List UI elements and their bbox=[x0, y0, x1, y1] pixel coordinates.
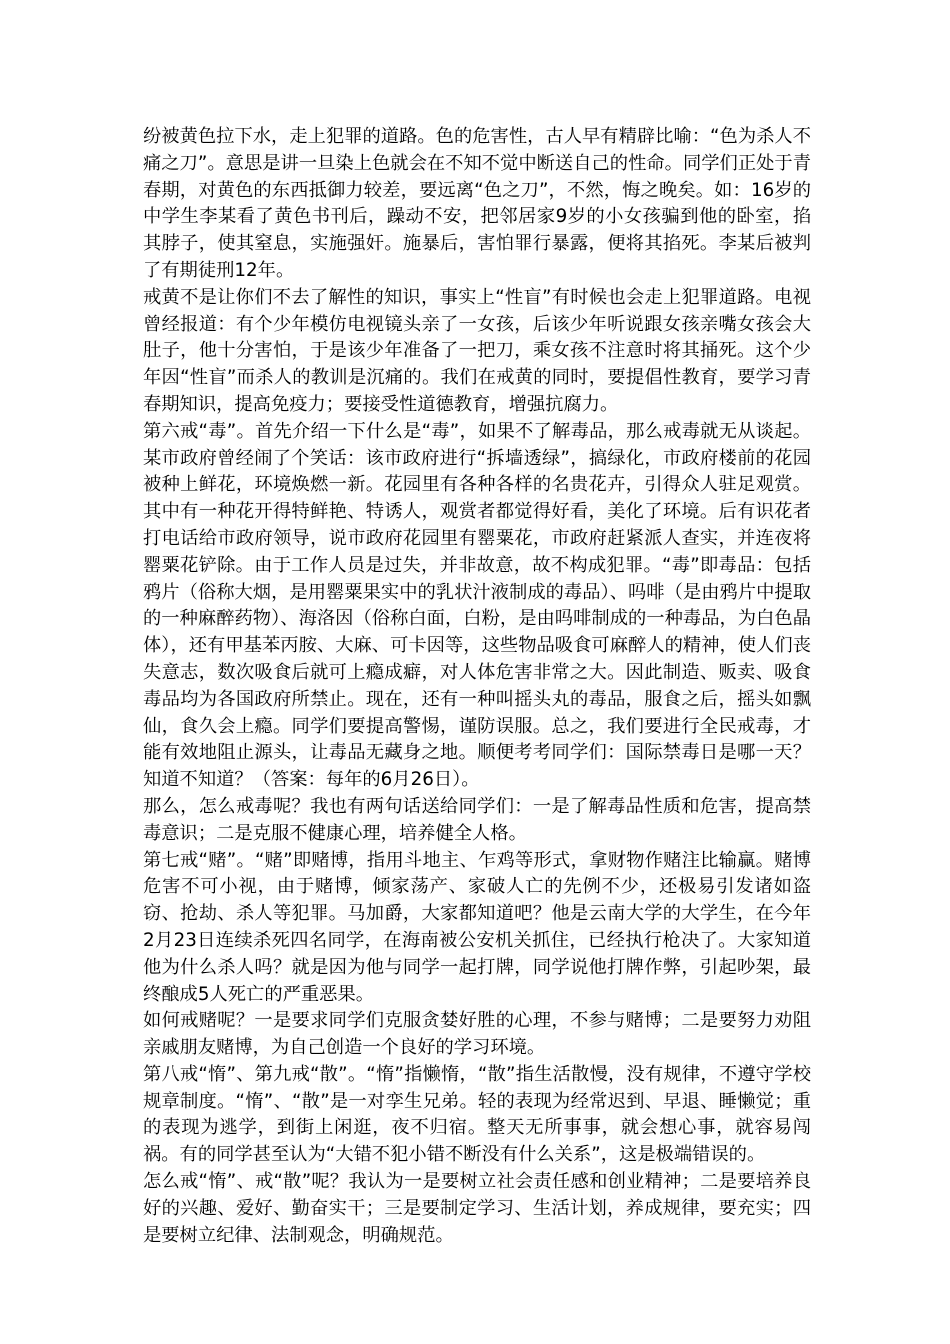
paragraph-seventh-gambling: 第七戒“赌”。“赌”即赌博，指用斗地主、乍鸡等形式，拿财物作赌注比输赢。赌博危害不可小视，由于赌博，倾家荡产、家破人亡的先例不少，还极易引发诸如盗窃、抢劫、杀人等犯罪。马加爵，大家都知道吧？他是云南大学的大学生，在今年2月23日连续杀死四名同学，在海南被公安机关抓住，已经执行枪决了。大家知道他为什么杀人吗？就是因为他与同学一起打牌，同学说他打牌作弊，引起吵架，最终酿成5人死亡的严重恶果。 bbox=[143, 849, 811, 1005]
paragraph-how-quit-laziness: 怎么戒“惰”、戒“散”呢？我认为一是要树立社会责任感和创业精神；二是要培养良好的兴趣、爱好、勤奋实干；三是要制定学习、生活计划，养成规律，要充实；四是要树立纪律、法制观念，明确规范。 bbox=[143, 1171, 811, 1246]
document-body bbox=[143, 124, 811, 1249]
paragraph-how-quit-gambling: 如何戒赌呢？一是要求同学们克服贪婪好胜的心理，不参与赌博；二是要努力劝阻亲戚朋友赌博，为自己创造一个良好的学习环境。 bbox=[143, 1010, 811, 1059]
paragraph-sixth-drugs: 第六戒“毒”。首先介绍一下什么是“毒”，如果不了解毒品，那么戒毒就无从谈起。某市政府曾经闹了个笑话：该市政府进行“拆墙透绿”，搞绿化，市政府楼前的花园被种上鲜花，环境焕燃一新。花园里有各种各样的名贵花卉，引得众人驻足观赏。其中有一种花开得特鲜艳、特诱人，观赏者都觉得好看，美化了环境。后有识花者打电话给市政府领导，说市政府花园里有罂粟花，市政府赶紧派人查实，并连夜将罂粟花铲除。由于工作人员是过失，并非故意，故不构成犯罪。“毒”即毒品：包括鸦片（俗称大烟，是用罂粟果实中的乳状汁液制成的毒品）、吗啡（是由鸦片中提取的一种麻醉药物）、海洛因（俗称白面，白粉，是由吗啡制成的一种毒品，为白色晶体），还有甲基苯丙胺、大麻、可卡因等，这些物品吸食可麻醉人的精神，使人们丧失意志，数次吸食后就可上瘾成癖，对人体危害非常之大。因此制造、贩卖、吸食毒品均为各国政府所禁止。现在，还有一种叫摇头丸的毒品，服食之后，摇头如飘仙，食久会上瘾。同学们要提高警惕，谨防误服。总之，我们要进行全民戒毒，才能有效地阻止源头，让毒品无藏身之地。顺便考考同学们：国际禁毒日是哪一天？知道不知道？（答案：每年的6月26日）。 bbox=[143, 420, 811, 791]
paragraph-eighth-ninth-laziness: 第八戒“惰”、第九戒“散”。“惰”指懒惰，“散”指生活散慢，没有规律，不遵守学校规章制度。“惰”、“散”是一对孪生兄弟。轻的表现为经常迟到、早退、睡懒觉；重的表现为逃学，到街上闲逛，夜不归宿。整天无所事事，就会想心事，就容易闯祸。有的同学甚至认为“大错不犯小错不断没有什么关系”，这是极端错误的。 bbox=[143, 1063, 811, 1166]
paragraph-yellow-danger: 纷被黄色拉下水，走上犯罪的道路。色的危害性，古人早有精辟比喻：“色为杀人不痛之刀”。意思是讲一旦染上色就会在不知不觉中断送自己的性命。同学们正处于青春期，对黄色的东西抵御力较差，要远离“色之刀”，不然，悔之晚矣。如：16岁的中学生李某看了黄色书刊后，躁动不安，把邻居家9岁的小女孩骗到他的卧室，掐其脖子，使其窒息，实施强奸。施暴后，害怕罪行暴露，便将其掐死。李某后被判了有期徒刑12年。 bbox=[143, 126, 811, 281]
paragraph-sex-education: 戒黄不是让你们不去了解性的知识，事实上“性盲”有时候也会走上犯罪道路。电视曾经报道：有个少年模仿电视镜头亲了一女孩，后该少年听说跟女孩亲嘴女孩会大肚子，他十分害怕，于是该少年准备了一把刀，乘女孩不注意时将其捅死。这个少年因“性盲”而杀人的教训是沉痛的。我们在戒黄的同时，要提倡性教育，要学习青春期知识，提高免疫力；要接受性道德教育，增强抗腐力。 bbox=[143, 286, 811, 415]
paragraph-how-quit-drugs: 那么，怎么戒毒呢？我也有两句话送给同学们：一是了解毒品性质和危害，提高禁毒意识；二是克服不健康心理，培养健全人格。 bbox=[143, 795, 811, 844]
